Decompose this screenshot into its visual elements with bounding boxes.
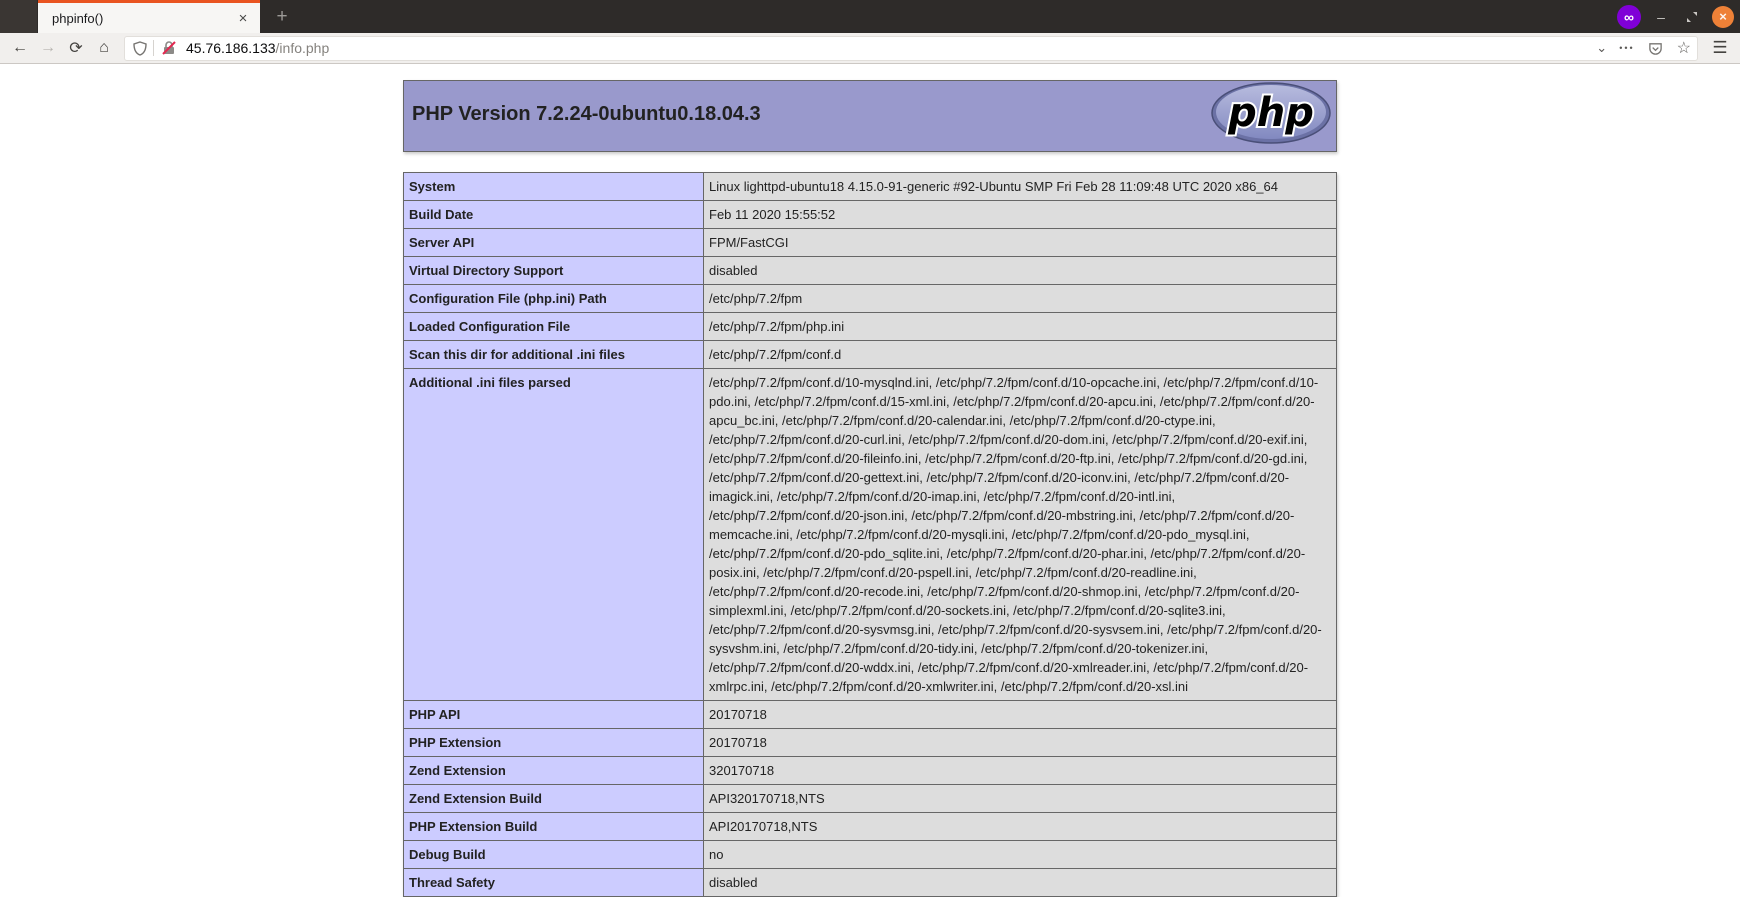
row-value: 20170718 [704, 729, 1337, 757]
row-label: Loaded Configuration File [404, 313, 704, 341]
table-row [404, 369, 1337, 701]
row-value: /etc/php/7.2/fpm/php.ini [704, 313, 1337, 341]
table-row [404, 285, 1337, 313]
php-version-title: PHP Version 7.2.24-0ubuntu0.18.04.3 [412, 103, 761, 125]
bookmark-star-icon[interactable]: ☆ [1676, 40, 1691, 57]
table-row [404, 729, 1337, 757]
navigation-toolbar [0, 33, 1740, 64]
table-row [404, 869, 1337, 897]
minimize-button[interactable]: – [1657, 8, 1665, 25]
table-row [404, 313, 1337, 341]
row-value: /etc/php/7.2/fpm [704, 285, 1337, 313]
titlebar [0, 0, 1740, 33]
row-label: PHP Extension [404, 729, 704, 757]
row-label: Server API [404, 229, 704, 257]
php-logo [1210, 81, 1332, 150]
phpinfo-table [403, 172, 1337, 897]
table-row [404, 341, 1337, 369]
restore-icon [1686, 11, 1698, 23]
row-label: Virtual Directory Support [404, 257, 704, 285]
urlbar-separator [153, 40, 154, 56]
row-label: Scan this dir for additional .ini files [404, 341, 704, 369]
row-label: Build Date [404, 201, 704, 229]
row-value: Linux lighttpd-ubuntu18 4.15.0-91-generic #92-Ubuntu SMP Fri Feb 28 11:09:48 UTC 2020 x86_64 [704, 173, 1337, 201]
home-button[interactable]: ⌂ [99, 39, 109, 56]
page-content [0, 80, 1740, 894]
row-value: disabled [704, 869, 1337, 897]
back-button[interactable]: ← [12, 39, 28, 56]
url-bar[interactable] [124, 36, 1698, 61]
insecure-lock-icon[interactable] [160, 39, 178, 57]
table-row [404, 257, 1337, 285]
row-value: /etc/php/7.2/fpm/conf.d [704, 341, 1337, 369]
urlbar-dropdown-chevron-icon[interactable]: ⌄ [1596, 40, 1608, 55]
row-label: Configuration File (php.ini) Path [404, 285, 704, 313]
private-browsing-mask-icon: ∞ [1617, 5, 1641, 29]
row-value: /etc/php/7.2/fpm/conf.d/10-mysqlnd.ini, /etc/php/7.2/fpm/conf.d/10-opcache.ini, /etc/php/7.2/fpm/conf.d/10-pdo.ini, /etc/php/7.2/fpm/conf.d/15-xml.ini, /etc/php/7.2/fpm/conf.d/20-apcu.ini, /etc/php/7.2/fpm/conf.d/20-apcu_bc.ini, /etc/php/7.2/fpm/conf.d/20-calendar.ini, /etc/php/7.2/fpm/conf.d/20-ctype.ini, /etc/php/7.2/fpm/conf.d/20-curl.ini, /etc/php/7.2/fpm/conf.d/20-dom.ini, /etc/php/7.2/fpm/conf.d/20-exif.ini, /etc/php/7.2/fpm/conf.d/20-fileinfo.ini, /etc/php/7.2/fpm/conf.d/20-ftp.ini, /etc/php/7.2/fpm/conf.d/20-gd.ini, /etc/php/7.2/fpm/conf.d/20-gettext.ini, /etc/php/7.2/fpm/conf.d/20-iconv.ini, /etc/php/7.2/fpm/conf.d/20-imagick.ini, /etc/php/7.2/fpm/conf.d/20-imap.ini, /etc/php/7.2/fpm/conf.d/20-intl.ini, /etc/php/7.2/fpm/conf.d/20-json.ini, /etc/php/7.2/fpm/conf.d/20-mbstring.ini, /etc/php/7.2/fpm/conf.d/20-memcache.ini, /etc/php/7.2/fpm/conf.d/20-mysqli.ini, /etc/php/7.2/fpm/conf.d/20-pdo_mysql.ini, /etc/php/7.2/fpm/conf.d/20-pdo_sqlite.ini, /etc/php/7.2/fpm/conf.d/20-phar.ini, /etc/php/7.2/fpm/conf.d/20-posix.ini, /etc/php/7.2/fpm/conf.d/20-pspell.ini, /etc/php/7.2/fpm/conf.d/20-readline.ini, /etc/php/7.2/fpm/conf.d/20-recode.ini, /etc/php/7.2/fpm/conf.d/20-shmop.ini, /etc/php/7.2/fpm/conf.d/20-simplexml.ini, /etc/php/7.2/fpm/conf.d/20-sockets.ini, /etc/php/7.2/fpm/conf.d/20-sqlite3.ini, /etc/php/7.2/fpm/conf.d/20-sysvmsg.ini, /etc/php/7.2/fpm/conf.d/20-sysvsem.ini, /etc/php/7.2/fpm/conf.d/20-sysvshm.ini, /etc/php/7.2/fpm/conf.d/20-tidy.ini, /etc/php/7.2/fpm/conf.d/20-tokenizer.ini, /etc/php/7.2/fpm/conf.d/20-wddx.ini, /etc/php/7.2/fpm/conf.d/20-xmlreader.ini, /etc/php/7.2/fpm/conf.d/20-xmlrpc.ini, /etc/php/7.2/fpm/conf.d/20-xmlwriter.ini, /etc/php/7.2/fpm/conf.d/20-xsl.ini [704, 369, 1337, 701]
menu-button[interactable]: ☰ [1712, 38, 1728, 57]
close-window-button[interactable]: × [1712, 6, 1734, 28]
row-label: PHP Extension Build [404, 813, 704, 841]
titlebar-corner [0, 0, 37, 33]
row-value: disabled [704, 257, 1337, 285]
table-row [404, 813, 1337, 841]
new-tab-button[interactable]: + [276, 5, 288, 27]
table-row [404, 229, 1337, 257]
row-value: 320170718 [704, 757, 1337, 785]
url-host: 45.76.186.133 [186, 40, 276, 56]
row-label: Zend Extension Build [404, 785, 704, 813]
row-label: System [404, 173, 704, 201]
row-value: API320170718,NTS [704, 785, 1337, 813]
tab-phpinfo[interactable] [38, 0, 260, 33]
reload-button[interactable]: ⟳ [69, 40, 83, 57]
page-actions-icon[interactable]: ••• [1619, 43, 1635, 53]
tab-close-icon[interactable]: × [238, 9, 248, 27]
row-value: FPM/FastCGI [704, 229, 1337, 257]
row-label: Debug Build [404, 841, 704, 869]
svg-text:php: php [1228, 90, 1314, 136]
table-row [404, 701, 1337, 729]
restore-button[interactable] [1681, 6, 1703, 28]
table-row [404, 785, 1337, 813]
row-value: Feb 11 2020 15:55:52 [704, 201, 1337, 229]
row-value: no [704, 841, 1337, 869]
table-row [404, 201, 1337, 229]
row-label: PHP API [404, 701, 704, 729]
php-version-header [403, 80, 1337, 152]
table-row [404, 173, 1337, 201]
forward-button[interactable]: → [40, 39, 56, 56]
table-row [404, 757, 1337, 785]
row-value: 20170718 [704, 701, 1337, 729]
row-value: API20170718,NTS [704, 813, 1337, 841]
url-path: /info.php [275, 40, 330, 56]
row-label: Additional .ini files parsed [404, 369, 704, 701]
pocket-save-icon[interactable] [1647, 39, 1665, 57]
tracking-protection-shield-icon[interactable] [131, 39, 149, 57]
tab-title: phpinfo() [52, 10, 104, 26]
url-text[interactable] [186, 40, 1596, 56]
row-label: Zend Extension [404, 757, 704, 785]
row-label: Thread Safety [404, 869, 704, 897]
table-row [404, 841, 1337, 869]
